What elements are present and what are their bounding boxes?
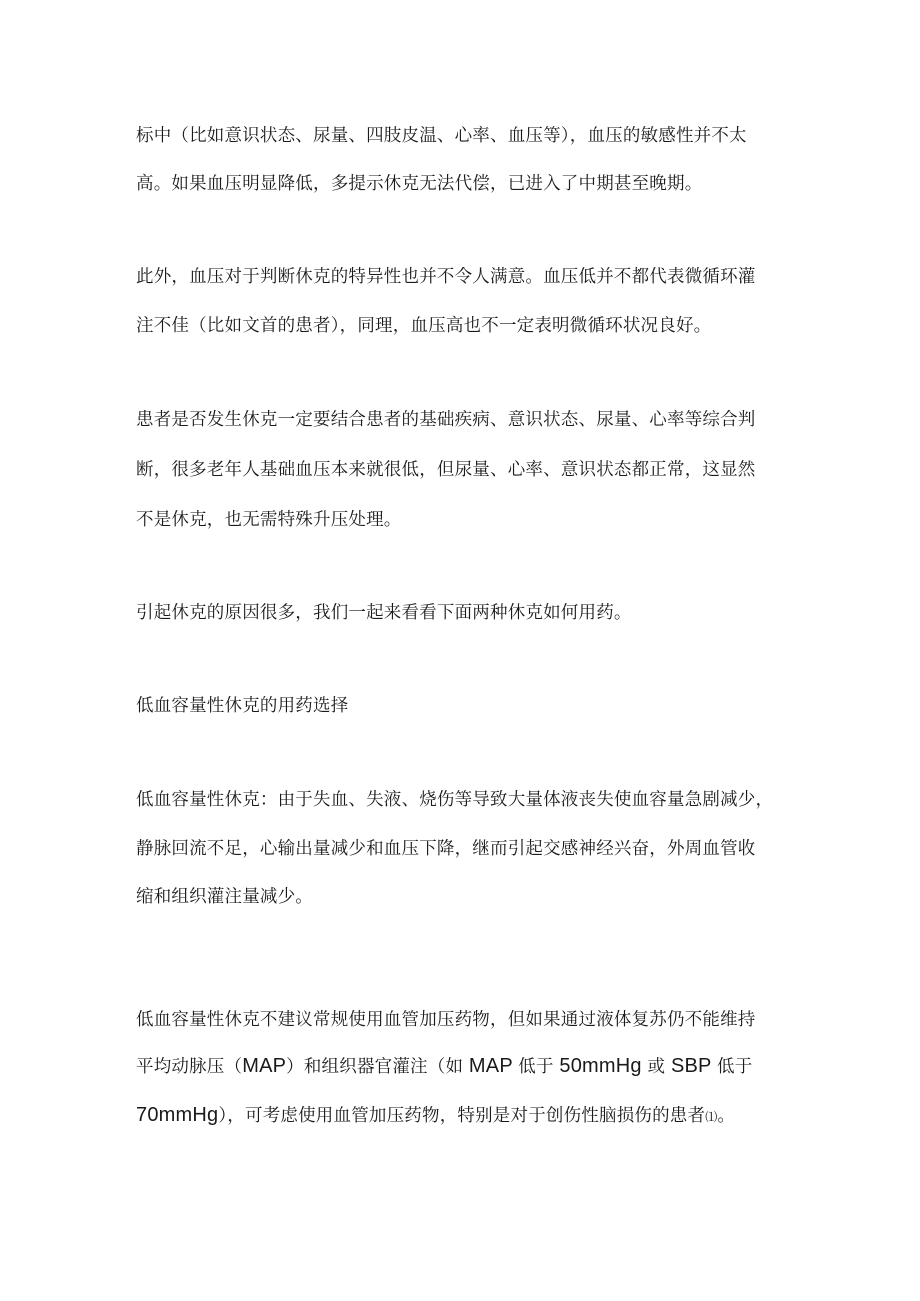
- p6-text: 平均动脉压（: [136, 1057, 243, 1077]
- p2-line-1: 此外，血压对于判断休克的特异性也并不令人满意。血压低并不都代表微循环灌: [136, 267, 756, 287]
- p1-line-2: 高。如果血压明显降低，多提示休克无法代偿，已进入了中期甚至晚期。: [136, 174, 703, 194]
- p3-line-1: 患者是否发生休克一定要结合患者的基础疾病、意识状态、尿量、心率等综合判: [136, 410, 756, 430]
- p6-line-1: 低血容量性休克不建议常规使用血管加压药物，但如果通过液体复苏仍不能维持: [136, 1010, 756, 1030]
- p6-text: ）和组织器官灌注（如: [286, 1057, 464, 1077]
- reference-marker: ⑴: [705, 1110, 718, 1124]
- p6-line-3: [136, 1103, 796, 1129]
- p6-line-2: [136, 1054, 796, 1079]
- p1-line-1: 标中（比如意识状态、尿量、四肢皮温、心率、血压等），血压的敏感性并不太: [136, 126, 747, 146]
- p5-line-1: 低血容量性休克：由于失血、失液、烧伤等导致大量体液丧失使血容量急剧减少，: [136, 790, 774, 810]
- section-heading: 低血容量性休克的用药选择: [136, 696, 349, 716]
- p6-text: 。: [717, 1106, 736, 1126]
- pressure-value: 70mmHg: [136, 1104, 219, 1126]
- map-abbrev: MAP: [242, 1055, 287, 1077]
- p6-text: 低于: [717, 1057, 753, 1077]
- p4-line-1: 引起休克的原因很多，我们一起来看看下面两种休克如何用药。: [136, 603, 632, 623]
- p2-line-2: 注不佳（比如文首的患者），同理，血压高也不一定表明微循环状况良好。: [136, 316, 712, 336]
- map-abbrev: MAP: [463, 1055, 519, 1077]
- p5-line-2: 静脉回流不足，心输出量减少和血压下降，继而引起交感神经兴奋，外周血管收: [136, 839, 756, 859]
- p5-line-3: 缩和组织灌注量减少。: [136, 887, 313, 907]
- p3-line-3: 不是休克，也无需特殊升压处理。: [136, 510, 402, 530]
- pressure-value: 50mmHg: [553, 1055, 648, 1077]
- p3-line-2: 断，很多老年人基础血压本来就很低，但尿量、心率、意识状态都正常，这显然: [136, 460, 756, 480]
- sbp-abbrev: SBP: [665, 1055, 717, 1077]
- p6-text: 低于: [518, 1057, 554, 1077]
- p6-text: 或: [647, 1057, 666, 1077]
- p6-text: ），可考虑使用血管加压药物，特别是对于创伤性脑损伤的患者: [218, 1106, 706, 1126]
